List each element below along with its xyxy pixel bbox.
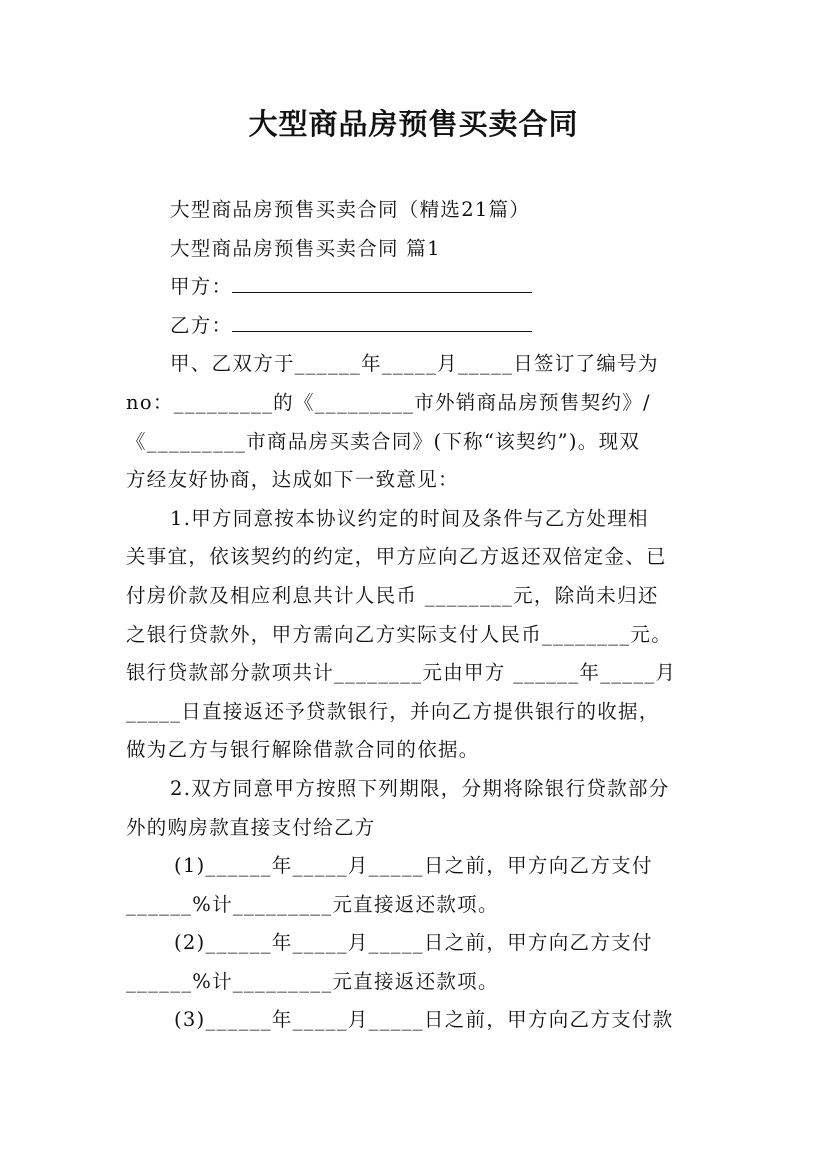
- clause-1-line: 做为乙方与银行解除借款合同的依据。: [126, 738, 480, 762]
- clause-1-line: 付房价款及相应利息共计人民币 ________元，除尚未归还: [126, 583, 659, 607]
- document-title: 大型商品房预售买卖合同: [248, 107, 579, 141]
- paragraph-line: 甲、乙双方于______年_____月_____日签订了编号为: [170, 352, 659, 376]
- clause-1-line: 关事宜，依该契约的约定，甲方应向乙方返还双倍定金、已: [126, 545, 667, 569]
- subtitle-line: 大型商品房预售买卖合同（精选21篇）: [170, 198, 531, 221]
- party-a-label: 甲方：: [170, 275, 233, 299]
- party-b-label: 乙方：: [170, 313, 233, 337]
- document-body: [126, 191, 706, 1040]
- party-a-line: [126, 268, 706, 307]
- clause-1-line: 1.甲方同意按本协议约定的时间及条件与乙方处理相: [170, 506, 649, 530]
- paragraph-line: 《_________市商品房买卖合同》(下称“该契约”)。现双: [126, 429, 641, 453]
- paragraph-line: no：_________的《_________市外销商品房预售契约》/: [126, 390, 651, 414]
- clause-1-line: _____日直接返还予贷款银行，并向乙方提供银行的收据，: [126, 699, 660, 723]
- installment-1-line: (1)______年_____月_____日之前，甲方向乙方支付: [174, 854, 653, 878]
- clause-2-line: 外的购房款直接支付给乙方: [126, 815, 376, 839]
- party-a-blank: [232, 270, 532, 293]
- installment-2-line: (2)______年_____月_____日之前，甲方向乙方支付: [174, 931, 653, 955]
- section-heading: 大型商品房预售买卖合同 篇1: [170, 236, 441, 260]
- clause-1-line: 银行贷款部分款项共计________元由甲方 ______年_____月: [126, 661, 677, 685]
- installment-2-line: ______%计_________元直接返还款项。: [126, 969, 499, 993]
- party-b-blank: [232, 309, 532, 332]
- installment-1-line: ______%计_________元直接返还款项。: [126, 892, 499, 916]
- clause-2-line: 2.双方同意甲方按照下列期限，分期将除银行贷款部分: [170, 776, 670, 800]
- clause-1-line: 之银行贷款外，甲方需向乙方实际支付人民币________元。: [126, 622, 672, 646]
- party-b-line: [126, 307, 706, 346]
- installment-3-line: (3)______年_____月_____日之前，甲方向乙方支付款: [174, 1008, 674, 1032]
- paragraph-line: 方经友好协商，达成如下一致意见：: [126, 468, 459, 492]
